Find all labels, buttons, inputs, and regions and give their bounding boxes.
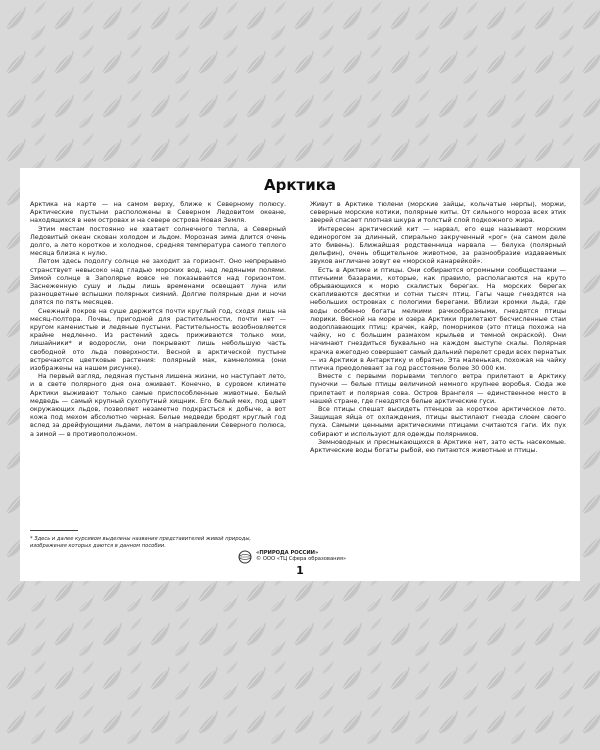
paragraph: Этим местам постоянно не хватает солнечного тепла, а Северный Ледовитый океан скован холодом и льдом. Морозная зима длится очень долго, а лето короткое и холодное, средняя температура самого теплого месяца близка к нулю.: [30, 224, 286, 258]
paragraph: Арктика на карте — на самом верху, ближе к Северному полюсу. Арктические пустыни расположены в Северном Ледовитом океане, находящихся в нем островах и на севере острова Новая Земля.: [30, 200, 286, 225]
publisher-info: [256, 550, 376, 563]
publisher-brand: «ПРИРОДА РОССИИ»: [256, 550, 319, 556]
footnote-divider: [30, 530, 78, 531]
right-column: [310, 200, 566, 454]
paragraph: Вместе с первыми порывами теплого ветра прилетают в Арктику пуночки — белые птицы величиной немного крупнее воробья. Сюда же прилетает и полярная сова. Остров Врангеля — единственное место в нашей стране, где гнездятся белые арктические гуси.: [310, 372, 566, 405]
paragraph: Снежный покров на суше держится почти круглый год, сходя лишь на месяц-полтора. Почвы, пригодной для растительности, почти нет — кругом каменистые и ледяные пустыни. Растительность возобновляется крайне медленно. Из растений здесь приживаются только мхи, лишайники* и водоросли, они покрывают лишь небольшую часть свободной ото льда поверхности. Весной в арктической пустыне встречаются цветковые растения: полярный мак, камнеломка (они изображены на нашем рисунке).: [30, 306, 286, 373]
page-title: Арктика: [263, 176, 337, 194]
sphere-logo-icon: [238, 550, 252, 564]
paragraph: Земноводных и пресмыкающихся в Арктике нет, зато есть насекомые. Арктические воды богаты рыбой, ею питаются животные и птицы.: [310, 437, 566, 455]
text-page: [20, 168, 580, 581]
paragraph: Живут в Арктике тюлени (морские зайцы, кольчатые нерпы), моржи, северные морские котики, полярные киты. От сильного мороза всех этих зверей спасает плотная шкура и толстый слой подкожного жира.: [310, 200, 566, 225]
left-column: [30, 200, 286, 438]
paragraph: Все птицы спешат высидеть птенцов за короткое арктическое лето. Защищая яйца от охлаждения, птицы выстилают гнезда слоем своего пуха. Самыми ценными арктическими птицами считаются гаги. Их пух собирают и используют для одежды полярников.: [310, 405, 566, 438]
paragraph: Летом здесь подолгу солнце не заходит за горизонт. Оно непрерывно странствует невысоко над гладью морских вод, над ледяными полями. Зимой солнце в Заполярье вовсе не показывается над горизонтом. Заснеженную сушу и льды лишь временами освещает луна или разноцветные вспышки полярных сияний. Долгие полярные дни и ночи длятся по пять месяцев.: [30, 257, 286, 307]
paragraph: Есть в Арктике и птицы. Они собираются огромными сообществами — птичьими базарами, которые, как правило, располагаются на круто обрывающихся к морю скалистых берегах. На морских берегах скапливаются десятки и сотни тысяч птиц. Гагы чаще гнездятся на небольших островках с пологими берегами. Вблизи кромки льда, где воды особенно богаты мелкими рачкообразными, гнездятся птицы люрики. Весной на море и озера Арктики прилетают бесчисленные стаи водоплавающих птиц: крачек, кайр, поморников (это птица похожа на чайку, но с большим размахом крыльев и темной окраской). Они начинают гнездиться буквально на каждом выступе скалы. Полярная крачка ежегодно совершает самый дальний перелет среди всех пернатых — из Арктики в Антарктику и обратно. Эта маленькая, похожая на чайку птичка преодолевает за год расстояние более 30 000 км.: [310, 265, 566, 373]
footnote: * Здесь и далее курсивом выделены названия представителей живой природы, изображения которых даются в данном пособии.: [30, 536, 252, 549]
page-number: 1: [296, 564, 304, 577]
publisher-copyright: © ООО «ТЦ Сфера образования»: [256, 556, 347, 563]
paragraph: На первый взгляд, ледяная пустыня лишена жизни, но наступает лето, и в свете полярного дня она оживает. Конечно, в суровом климате Арктики выживают только самые приспособленные животные. Белый медведь — самый крупный сухопутный хищник. Его белый мех, под цвет окружающих льдов, позволяет незаметно подкрасться к добыче, а вот кожа под мехом абсолютно черная. Белые медведи бродят круглый год вслед за дрейфующими льдами, летом в направлении Северного полюса, а зимой — в противоположном.: [30, 372, 286, 438]
paragraph: Интересен арктический кит — нарвал, его еще называют морским единорогом за длинный, спирально закрученный «рог» (на самом деле это бивень). Ближайшая родственница нарвала — белуха (полярный дельфин), очень общительное животное, за разнообразие издаваемых звуков англичане зовут ее «морской канарейкой».: [310, 224, 566, 266]
